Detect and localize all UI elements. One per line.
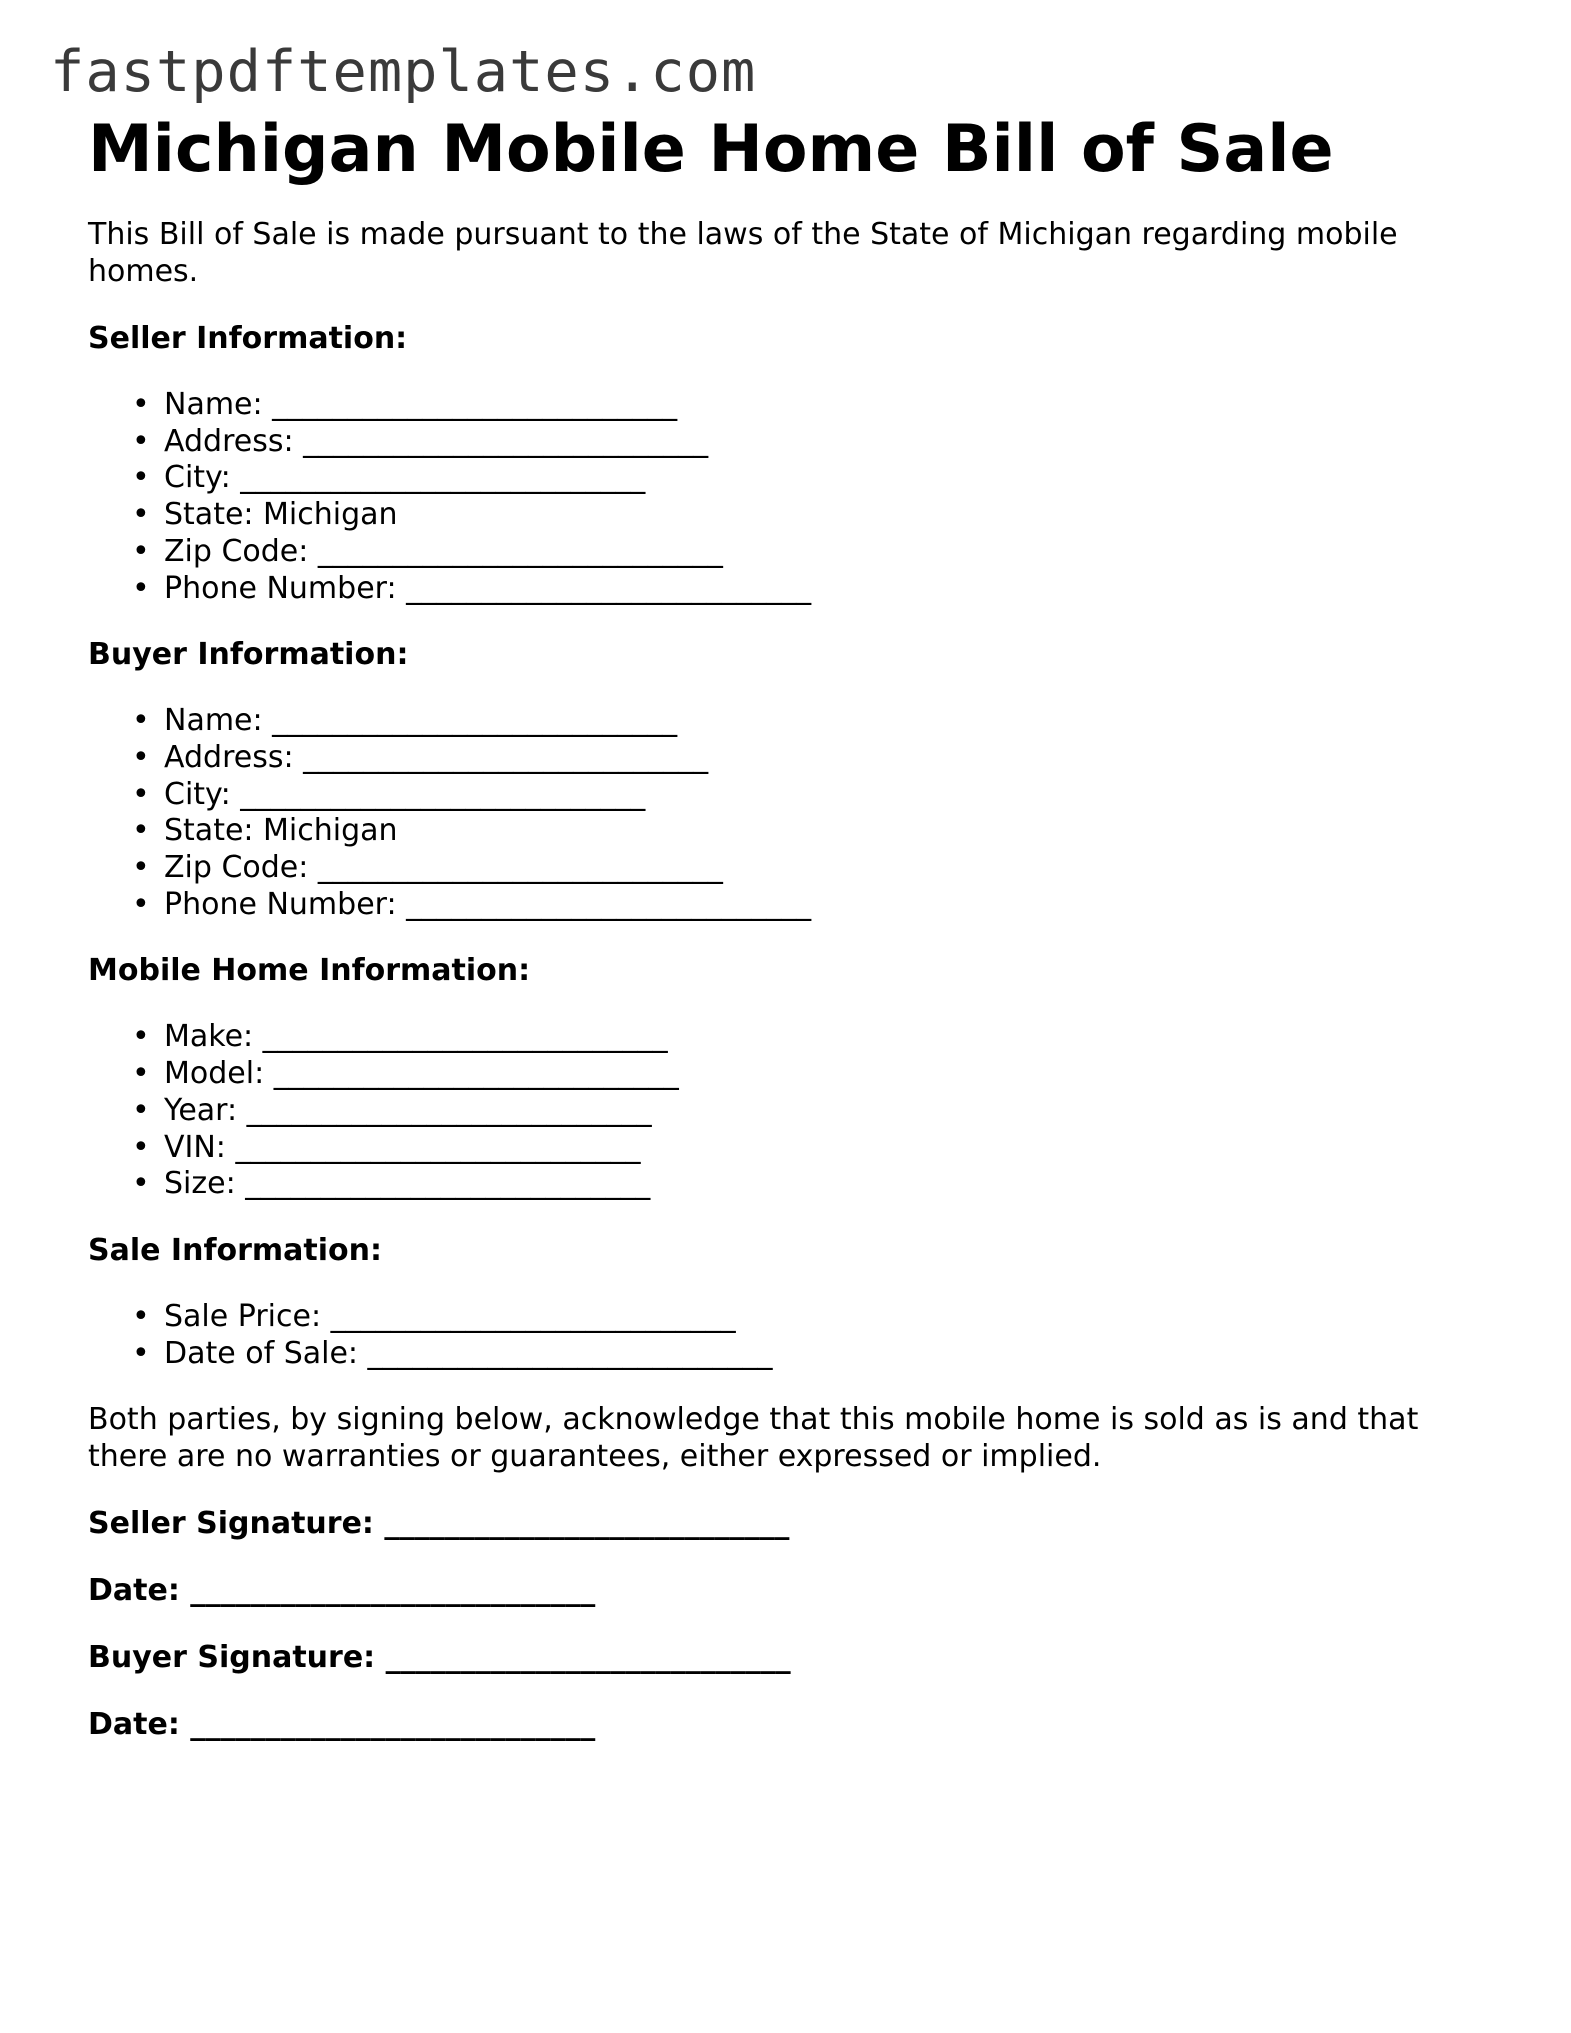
bullet-icon: • xyxy=(132,1166,150,1202)
list-item-text: Phone Number: ___________________________ xyxy=(164,886,812,922)
bullet-icon: • xyxy=(132,1019,150,1055)
acknowledgement-paragraph: Both parties, by signing below, acknowledge that this mobile home is sold as is and that there are no warranties or guarantees, either expressed or implied. xyxy=(88,1402,1419,1475)
seller-information-heading: Seller Information: xyxy=(88,321,408,356)
bullet-icon: • xyxy=(132,850,150,886)
seller-signature-line: Seller Signature: ___________________________ xyxy=(88,1506,790,1542)
list-item-text: Make: ___________________________ xyxy=(164,1019,668,1055)
bullet-icon: • xyxy=(132,813,150,849)
size-field xyxy=(88,1166,1488,1203)
mobile-home-information-list xyxy=(88,1019,1488,1203)
seller-date-line: Date: ___________________________ xyxy=(88,1573,596,1609)
list-item-text: State: Michigan xyxy=(164,813,398,849)
bullet-icon: • xyxy=(132,703,150,739)
list-item-text: Name: ___________________________ xyxy=(164,703,678,739)
buyer-city-field xyxy=(88,777,1488,814)
sale-price-field xyxy=(88,1299,1488,1336)
list-item-text: Year: ___________________________ xyxy=(164,1092,652,1128)
bullet-icon: • xyxy=(132,739,150,775)
seller-information-list xyxy=(88,387,1488,607)
seller-state-field xyxy=(88,497,1488,534)
sale-information-list xyxy=(88,1299,1488,1372)
seller-phone-field xyxy=(88,571,1488,608)
model-field xyxy=(88,1056,1488,1093)
buyer-phone-field xyxy=(88,887,1488,924)
list-item-text: Name: ___________________________ xyxy=(164,387,678,422)
bullet-icon: • xyxy=(132,570,150,606)
buyer-signature-line: Buyer Signature: ___________________________ xyxy=(88,1640,791,1676)
list-item-text: Size: ___________________________ xyxy=(164,1166,651,1202)
list-item-text: Model: ___________________________ xyxy=(164,1056,679,1092)
list-item-text: VIN: ___________________________ xyxy=(164,1129,641,1165)
bullet-icon: • xyxy=(132,1335,150,1371)
bullet-icon: • xyxy=(132,1056,150,1092)
buyer-information-list xyxy=(88,703,1488,923)
list-item-text: Phone Number: ___________________________ xyxy=(164,570,812,606)
buyer-name-field xyxy=(88,703,1488,740)
bullet-icon: • xyxy=(132,460,150,496)
watermark: fastpdftemplates.com xyxy=(50,39,757,105)
make-field xyxy=(88,1019,1488,1056)
buyer-information-heading: Buyer Information: xyxy=(88,637,409,673)
date-of-sale-field xyxy=(88,1336,1488,1373)
list-item-text: Address: ___________________________ xyxy=(164,739,709,775)
buyer-date-line: Date: ___________________________ xyxy=(88,1707,596,1743)
seller-address-field xyxy=(88,424,1488,461)
bullet-icon: • xyxy=(132,387,150,422)
list-item-text: Date of Sale: ___________________________ xyxy=(164,1335,773,1371)
seller-city-field xyxy=(88,460,1488,497)
list-item-text: City: ___________________________ xyxy=(164,460,646,496)
bullet-icon: • xyxy=(132,886,150,922)
list-item-text: Address: ___________________________ xyxy=(164,423,709,459)
buyer-state-field xyxy=(88,813,1488,850)
mobile-home-information-heading: Mobile Home Information: xyxy=(88,953,531,989)
document-title: Michigan Mobile Home Bill of Sale xyxy=(88,112,1334,187)
buyer-address-field xyxy=(88,740,1488,777)
buyer-zip-field xyxy=(88,850,1488,887)
list-item-text: City: ___________________________ xyxy=(164,776,646,812)
intro-paragraph: This Bill of Sale is made pursuant to the laws of the State of Michigan regarding mobile homes. xyxy=(88,217,1398,289)
vin-field xyxy=(88,1130,1488,1167)
document-body xyxy=(88,108,1488,1743)
seller-name-field xyxy=(88,387,1488,424)
seller-zip-field xyxy=(88,534,1488,571)
list-item-text: Zip Code: ___________________________ xyxy=(164,850,723,886)
bullet-icon: • xyxy=(132,497,150,533)
list-item-text: State: Michigan xyxy=(164,497,398,533)
list-item-text: Zip Code: ___________________________ xyxy=(164,533,723,569)
year-field xyxy=(88,1093,1488,1130)
sale-information-heading: Sale Information: xyxy=(88,1232,382,1268)
bullet-icon: • xyxy=(132,423,150,459)
list-item-text: Sale Price: ___________________________ xyxy=(164,1298,736,1334)
bullet-icon: • xyxy=(132,776,150,812)
bullet-icon: • xyxy=(132,1298,150,1334)
bullet-icon: • xyxy=(132,1092,150,1128)
bullet-icon: • xyxy=(132,1129,150,1165)
bullet-icon: • xyxy=(132,533,150,569)
